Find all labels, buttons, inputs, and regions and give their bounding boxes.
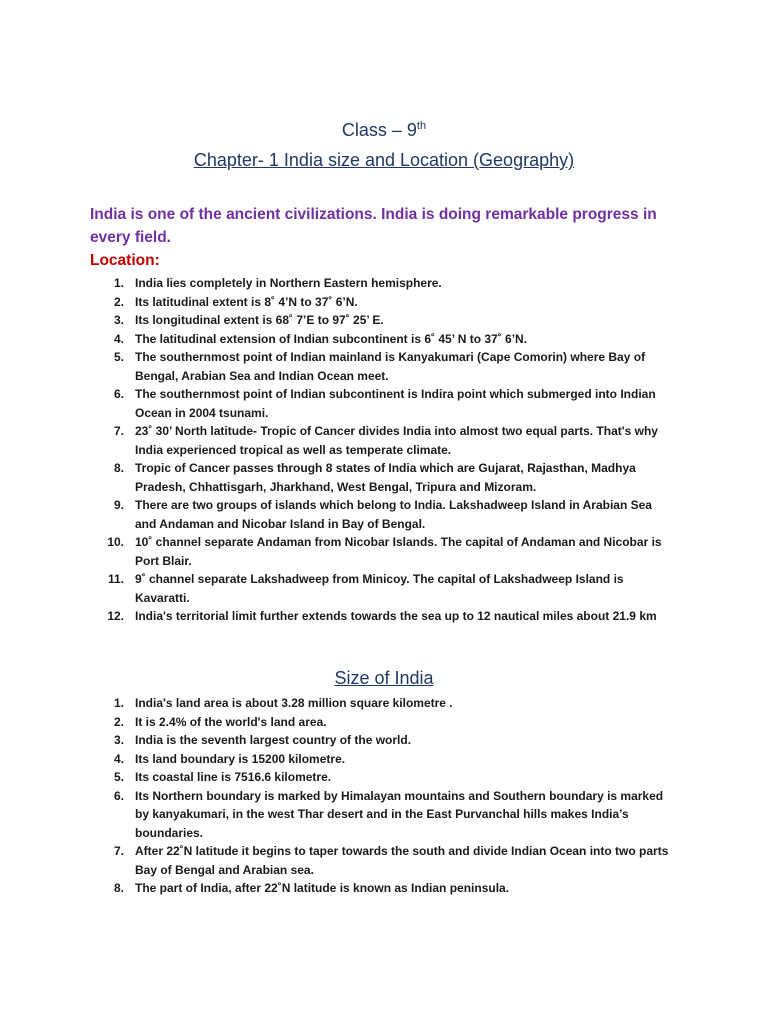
- list-item: 11. 9˚ channel separate Lakshadweep from Minicoy. The capital of Lakshadweep Island is Kavaratti.: [107, 572, 624, 605]
- list-item: 6. The southernmost point of Indian subcontinent is Indira point which submerged into Indian Ocean in 2004 tsunami.: [113, 387, 656, 420]
- list-item: 3. Its longitudinal extent is 68˚ 7’E to 97˚ 25’ E.: [113, 313, 384, 327]
- list-item: 1. India lies completely in Northern Eastern hemisphere.: [113, 276, 442, 290]
- list-item: 9. There are two groups of islands which belong to India. Lakshadweep Island in Arabian Sea and Andaman and Nicobar Island in Bay of Bengal.: [113, 498, 652, 531]
- size-list: [0, 694, 675, 898]
- chapter-title: Chapter- 1 India size and Location (Geography): [193, 150, 575, 170]
- list-item: 8. The part of India, after 22˚N latitude is known as Indian peninsula.: [113, 881, 510, 895]
- list-item: 10. 10˚ channel separate Andaman from Nicobar Islands. The capital of Andaman and Nicobar is Port Blair.: [107, 535, 662, 568]
- list-item: 6. Its Northern boundary is marked by Himalayan mountains and Southern boundary is marked by kanyakumari, in the west Thar desert and in the East Purvanchal hills makes India’s boundaries.: [113, 788, 664, 840]
- class-superscript: th: [416, 120, 427, 132]
- location-heading: Location:: [90, 252, 160, 269]
- list-item: 4. Its land boundary is 15200 kilometre.: [113, 751, 346, 766]
- list-item: 5. Its coastal line is 7516.6 kilometre.: [113, 770, 332, 784]
- list-item: 5. The southernmost point of Indian mainland is Kanyakumari (Cape Comorin) where Bay of Bengal, Arabian Sea and Indian Ocean meet.: [113, 350, 646, 383]
- location-list: [0, 274, 675, 626]
- list-item: 3. India is the seventh largest country of the world.: [113, 733, 412, 747]
- intro-paragraph: India is one of the ancient civilizations. India is doing remarkable progress in every field.: [90, 206, 657, 246]
- list-item: 8. Tropic of Cancer passes through 8 states of India which are Gujarat, Rajasthan, Madhya Pradesh, Chhattisgarh, Jharkhand, West Bengal, Tripura and Mizoram.: [113, 461, 636, 494]
- list-item: 1. India's land area is about 3.28 million square kilometre .: [113, 696, 453, 710]
- list-item: 2. Its latitudinal extent is 8˚ 4’N to 37˚ 6’N.: [113, 294, 358, 309]
- list-item: 4. The latitudinal extension of Indian subcontinent is 6˚ 45’ N to 37˚ 6’N.: [113, 331, 528, 346]
- class-label: Class – 9: [341, 120, 417, 140]
- list-item: 7. 23˚ 30’ North latitude- Tropic of Cancer divides India into almost two equal parts. That's why India experienced tropical as well as temperate climate.: [113, 424, 658, 457]
- list-item: 12. India's territorial limit further extends towards the sea up to 12 nautical miles about 21.9 km: [107, 609, 657, 623]
- class-title: [0, 120, 768, 141]
- size-heading: Size of India: [334, 668, 434, 688]
- list-item: 2. It is 2.4% of the world's land area.: [113, 714, 327, 729]
- list-item: 7. After 22˚N latitude it begins to taper towards the south and divide Indian Ocean into two parts Bay of Bengal and Arabian sea.: [113, 844, 669, 877]
